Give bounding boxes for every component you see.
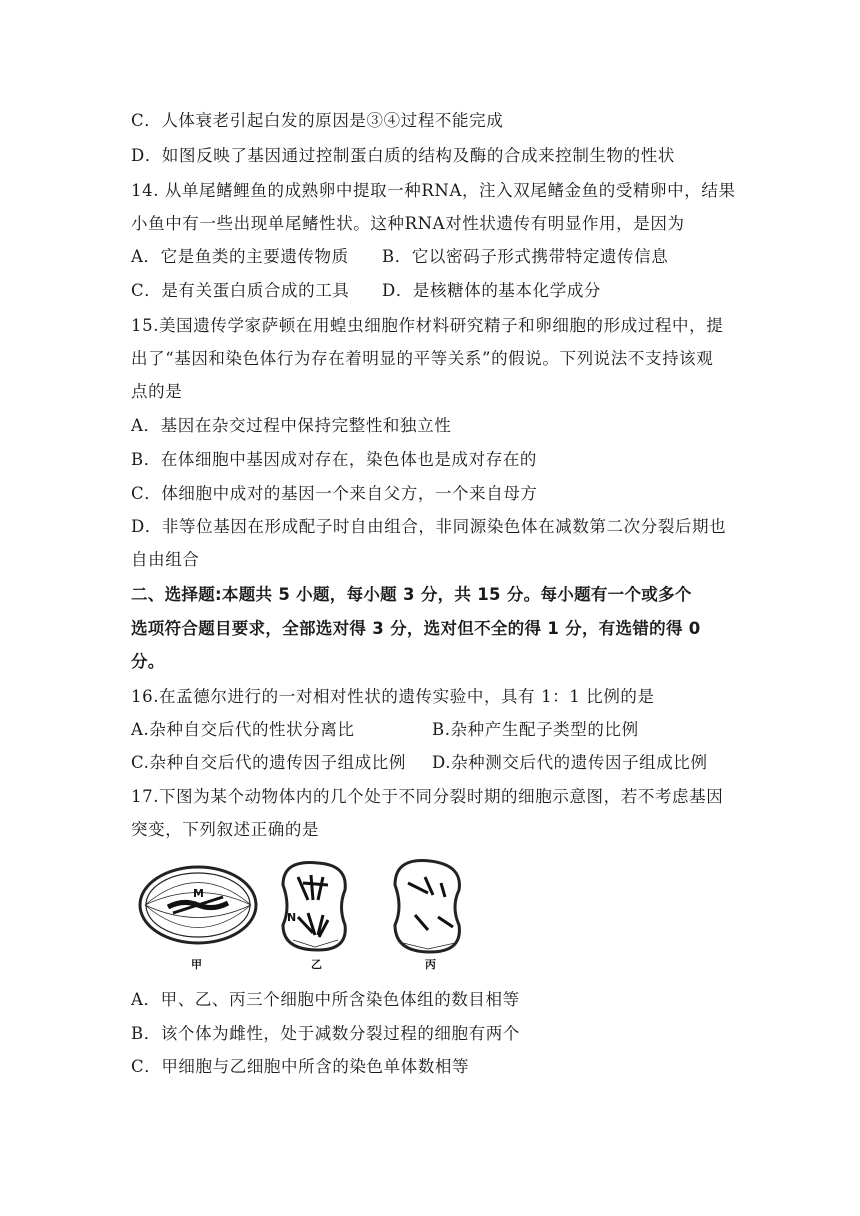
- q13-option-c: C．人体衰老引起白发的原因是③④过程不能完成: [131, 111, 504, 130]
- q17-stem-line2: 突变，下列叙述正确的是: [131, 820, 320, 839]
- q17-option-c: C．甲细胞与乙细胞中所含的染色单体数相等: [131, 1057, 470, 1076]
- cell-division-figure: [133, 855, 493, 975]
- q16-options-ab: [131, 719, 731, 741]
- q14-options-cd: [131, 280, 731, 302]
- label-m: M: [193, 887, 204, 900]
- label-n: N: [287, 911, 297, 924]
- q16-option-a: A.杂种自交后代的性状分离比: [131, 720, 355, 739]
- cell-jia: [140, 867, 256, 943]
- q15-option-c: C．体细胞中成对的基因一个来自父方，一个来自母方: [131, 484, 538, 503]
- q17-stem-line1: 17.下图为某个动物体内的几个处于不同分裂时期的细胞示意图，若不考虑基因: [131, 787, 724, 806]
- q16-option-d: D.杂种测交后代的遗传因子组成比例: [432, 753, 708, 772]
- q14-options-ab: [131, 246, 731, 268]
- q17-option-a: A．甲、乙、丙三个细胞中所含染色体组的数目相等: [131, 990, 520, 1009]
- q16-option-c: C.杂种自交后代的遗传因子组成比例: [131, 753, 406, 772]
- q13-option-d: D．如图反映了基因通过控制蛋白质的结构及酶的合成来控制生物的性状: [131, 146, 675, 165]
- section2-heading-line2: 选项符合题目要求，全部选对得 3 分，选对但不全的得 1 分，有选错的得 0: [131, 619, 701, 638]
- q14-option-d: D．是核糖体的基本化学成分: [382, 281, 602, 300]
- q15-stem-line3: 点的是: [131, 382, 183, 401]
- q14-stem-line2: 小鱼中有一些出现单尾鳍性状。这种RNA对性状遗传有明显作用，是因为: [131, 214, 685, 233]
- q14-option-b: B．它以密码子形式携带特定遗传信息: [382, 247, 669, 266]
- caption-bing: 丙: [425, 958, 436, 971]
- q15-stem-line2: 出了“基因和染色体行为存在着明显的平等关系”的假说。下列说法不支持该观: [131, 349, 714, 368]
- q17-option-b: B．该个体为雌性，处于减数分裂过程的细胞有两个: [131, 1024, 520, 1043]
- q15-option-a: A．基因在杂交过程中保持完整性和独立性: [131, 416, 452, 435]
- q15-stem-line1: 15.美国遗传学家萨顿在用蝗虫细胞作材料研究精子和卵细胞的形成过程中，提: [131, 316, 724, 335]
- section2-heading-line1: 二、选择题:本题共 5 小题，每小题 3 分，共 15 分。每小题有一个或多个: [131, 585, 692, 604]
- q14-stem-line1: 14. 从单尾鳍鲤鱼的成熟卵中提取一种RNA，注入双尾鳍金鱼的受精卵中，结果: [131, 181, 736, 200]
- q16-stem: 16.在孟德尔进行的一对相对性状的遗传实验中，具有 1：1 比例的是: [131, 687, 655, 706]
- cell-bing: [395, 861, 459, 953]
- q16-option-b: B.杂种产生配子类型的比例: [432, 720, 639, 739]
- caption-yi: 乙: [311, 958, 322, 971]
- section2-heading-line3: 分。: [131, 652, 165, 671]
- q16-options-cd: [131, 752, 731, 774]
- cell-yi: [283, 862, 345, 950]
- q15-option-d-line1: D．非等位基因在形成配子时自由组合，非同源染色体在减数第二次分裂后期也: [131, 517, 727, 536]
- q15-option-d-line2: 自由组合: [131, 550, 200, 569]
- caption-jia: 甲: [191, 958, 202, 971]
- q14-option-a: A．它是鱼类的主要遗传物质: [131, 247, 349, 266]
- q15-option-b: B．在体细胞中基因成对存在，染色体也是成对存在的: [131, 450, 538, 469]
- q14-option-c: C．是有关蛋白质合成的工具: [131, 281, 350, 300]
